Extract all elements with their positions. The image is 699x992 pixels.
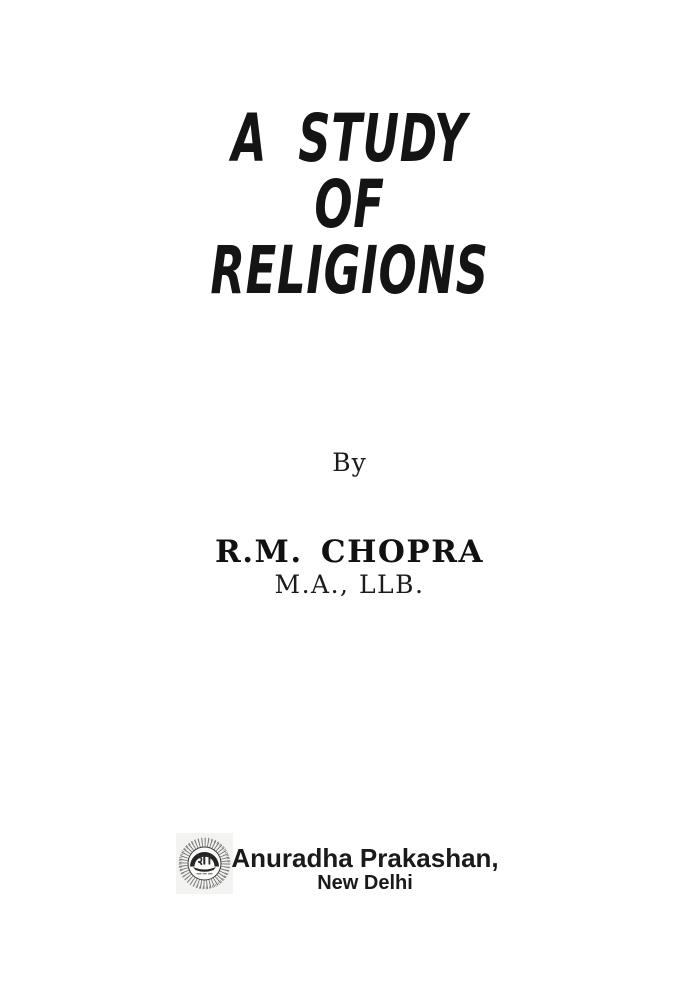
author-degrees: M.A., LLB. (274, 570, 425, 599)
author-name: R.M. CHOPRA (214, 534, 485, 570)
title-line-1: A STUDY (231, 100, 468, 177)
publisher-name: Anuradha Prakashan, (231, 843, 499, 873)
book-title (0, 100, 699, 309)
title-line-3: RELIGIONS (210, 232, 489, 309)
publisher-block (231, 844, 498, 894)
byline: By (332, 448, 367, 477)
publisher-city: New Delhi (317, 872, 413, 894)
publisher-logo (176, 833, 233, 894)
sunburst-emblem-icon (176, 833, 233, 894)
title-line-2: OF (314, 166, 385, 243)
